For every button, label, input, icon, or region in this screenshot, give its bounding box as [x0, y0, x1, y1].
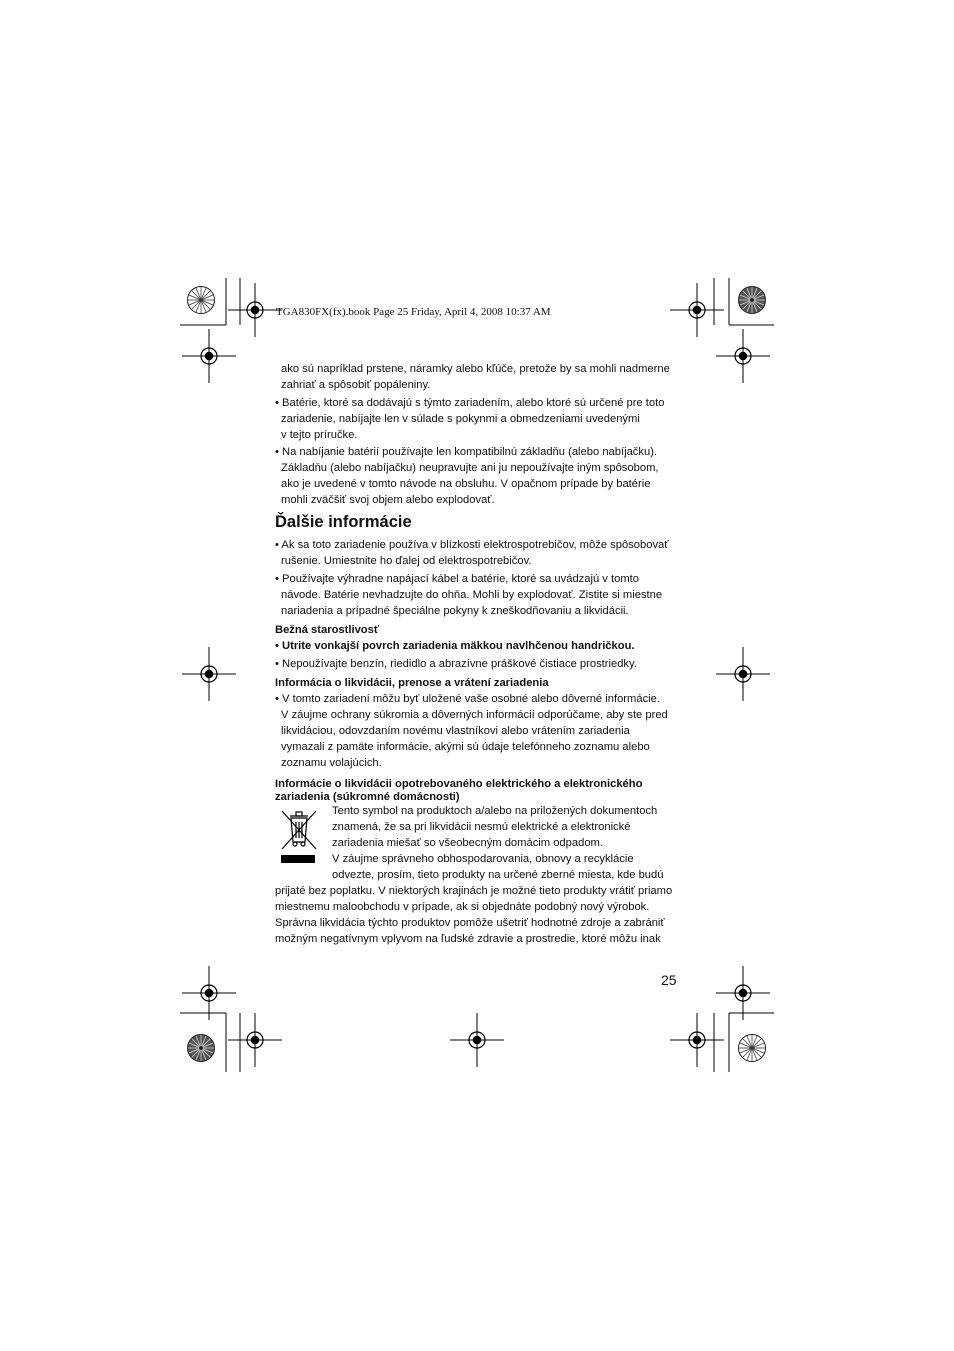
body-line: likvidáciou, odovzdaním novému vlastníkovi alebo vrátením zariadenia [281, 725, 630, 737]
body-line: rušenie. Umiestnite ho ďalej od elektrospotrebičov. [281, 555, 532, 567]
body-line: zariadenia miešať so všeobecným domácim odpadom. [332, 837, 603, 849]
body-line: v tejto príručke. [281, 429, 358, 441]
body-line: nariadenia a prípadné špeciálne pokyny k zneškodňovaniu a likvidácii. [281, 605, 629, 617]
bullet-line: • Batérie, ktoré sa dodávajú s týmto zariadením, alebo ktoré sú určené pre toto [275, 397, 665, 409]
body-line: ako je uvedené v tomto návode na obsluhu. V opačnom prípade by batérie [281, 478, 651, 490]
book-header: TGA830FX(fx).book Page 25 Friday, April 4, 2008 10:37 AM [276, 306, 551, 318]
body-line: miestnemu maloobchodu v prípade, ak si objednáte podobný nový výrobok. [275, 901, 650, 913]
bullet-line: • Na nabíjanie batérií používajte len kompatibilnú základňu (alebo nabíjačku). [275, 446, 658, 458]
body-line: ako sú napríklad prstene, náramky alebo kľúče, pretože by sa mohli nadmerne [281, 363, 670, 375]
page-number: 25 [661, 972, 677, 988]
bullet-line: • Používajte výhradne napájací kábel a batérie, ktoré sa uvádzajú v tomto [275, 573, 639, 585]
crossed-out-wheelie-bin-icon [278, 805, 320, 867]
bullet-line: • V tomto zariadení môžu byť uložené vaše osobné alebo dôverné informácie. [275, 693, 660, 705]
body-line: Správna likvidácia týchto produktov pomôže ušetriť hodnotné zdroje a zabrániť [275, 917, 665, 929]
privacy-heading: Informácia o likvidácii, prenose a vrátení zariadenia [275, 677, 549, 689]
body-line: prijaté bez poplatku. V niektorých krajinách je možné tieto produkty vrátiť priamo [275, 885, 673, 897]
body-line: zoznamu volajúcich. [281, 757, 382, 769]
body-line: návode. Batérie nevhadzujte do ohňa. Mohli by explodovať. Zistite si miestne [281, 589, 663, 601]
disposal-heading: zariadenia (súkromné domácnosti) [275, 791, 460, 803]
body-line: V záujme ochrany súkromia a dôverných informácií odporúčame, aby ste pred [281, 709, 668, 721]
body-line: vymazali z pamäte informácie, akými sú údaje telefónneho zoznamu alebo [281, 741, 650, 753]
body-line: zahriať a spôsobiť popáleniny. [281, 379, 431, 391]
care-bullet: • Nepoužívajte benzín, riedidlo a abrazívne práškové čistiace prostriedky. [275, 658, 637, 670]
disposal-heading: Informácie o likvidácii opotrebovaného elektrického a elektronického [275, 778, 643, 790]
section-title: Ďalšie informácie [275, 513, 412, 531]
body-line: možným negatívnym vplyvom na ľudské zdravie a prostredie, ktoré môžu inak [275, 933, 661, 945]
care-heading: Bežná starostlivosť [275, 624, 380, 636]
care-bullet-bold: • Utrite vonkajší povrch zariadenia mäkkou navlhčenou handričkou. [275, 640, 635, 652]
body-line: Tento symbol na produktoch a/alebo na priložených dokumentoch [332, 805, 658, 817]
body-line: znamená, že sa pri likvidácii nesmú elektrické a elektronické [332, 821, 631, 833]
body-line: zariadenie, nabíjajte len v súlade s pokynmi a obmedzeniami uvedenými [281, 413, 640, 425]
body-line: V záujme správneho obhospodarovania, obnovy a recyklácie [332, 853, 634, 865]
body-line: Základňu (alebo nabíjačku) neupravujte ani ju nepoužívajte iným spôsobom, [281, 462, 659, 474]
bullet-line: • Ak sa toto zariadenie používa v blízkosti elektrospotrebičov, môže spôsobovať [275, 539, 669, 551]
body-line: mohli zväčšiť svoj objem alebo explodovať. [281, 494, 495, 506]
body-line: odvezte, prosím, tieto produkty na určené zberné miesta, kde budú [332, 869, 664, 881]
